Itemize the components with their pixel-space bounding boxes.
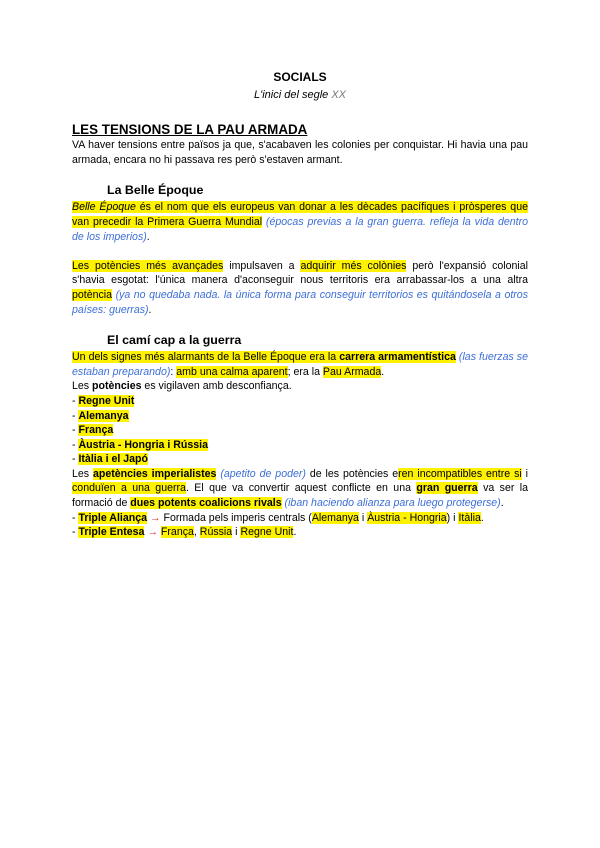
highlight-conduien: conduïen a una guerra: [72, 482, 186, 495]
text-span: ,: [193, 526, 200, 539]
highlight-apetencies: apetències imperialistes: [93, 467, 217, 480]
belle-paragraph-1: [72, 200, 528, 244]
belle-end: .: [146, 230, 150, 243]
powers-list: [72, 394, 528, 467]
document-subtitle: [72, 88, 528, 103]
list-dash: -: [72, 453, 79, 466]
intro-paragraph: VA haver tensions entre països ja que, s'acabaven les colonies per conquistar. Hi havia una pau armada, encara no hi passava res però s'estaven armant.: [72, 139, 528, 166]
list-item: [72, 394, 528, 409]
list-item-text: França: [78, 424, 114, 437]
highlight-coalicions: dues potents coalicions rivals: [130, 497, 282, 510]
list-item: [72, 438, 528, 453]
text-span: impulsaven a: [223, 259, 301, 272]
list-item: [72, 423, 528, 438]
belle-definition: és el nom que els europeus van donar a les dècades pacífiques i pròsperes que van precedir la Primera Guerra Mundial: [72, 201, 528, 228]
text-span: .: [148, 303, 152, 316]
list-dash: -: [72, 511, 79, 524]
highlight-country: Rússia: [199, 526, 233, 539]
list-item-text: Regne Unit: [78, 394, 135, 407]
highlight-potencia: potència: [72, 288, 113, 301]
list-dash: -: [72, 424, 79, 437]
section-heading-belle-epoque: La Belle Époque: [107, 183, 204, 198]
belle-note-2: (ya no quedaba nada. la única forma para conseguir territorios es quitándosela a otros países: guerras): [72, 288, 528, 316]
document-page: [72, 70, 528, 540]
potencies-line: [72, 379, 528, 394]
alliance-name: Triple Entesa: [78, 526, 145, 539]
text-span: .: [293, 526, 297, 539]
text-span: va ser la formació de: [72, 482, 528, 510]
list-item-text: Itàlia i el Japó: [78, 453, 148, 466]
highlight-country: Regne Unit: [240, 526, 294, 539]
section-heading-pau-armada: LES TENSIONS DE LA PAU ARMADA: [72, 122, 308, 138]
subtitle-century: XX: [331, 88, 346, 101]
text-span: Les: [72, 380, 93, 393]
highlight-carrera: carrera armamentística: [339, 351, 456, 364]
belle-term: Belle Époque: [72, 201, 136, 214]
text-span: de les potències e: [305, 467, 399, 480]
highlight-country: Itàlia: [458, 511, 481, 524]
alliance-triple-entesa: [72, 525, 528, 540]
list-dash: -: [72, 409, 79, 422]
alliance-triple-alianca: [72, 511, 528, 526]
list-item: [72, 409, 528, 424]
text-span: ; era la: [287, 365, 323, 378]
highlight-country: Alemanya: [311, 511, 359, 524]
belle-paragraph-2: [72, 259, 528, 317]
cami-note: (las fuerzas se estaban preparando): [72, 351, 528, 378]
highlight-country: França: [160, 526, 194, 539]
highlight-potencies: Les potències més avançades: [72, 259, 224, 272]
bold-potencies: potències: [92, 380, 142, 393]
subtitle-text: L'inici del segle: [254, 88, 332, 101]
text-span: i: [521, 467, 528, 480]
note-apetito: (apetito de poder): [216, 467, 306, 480]
cami-paragraph-3: [72, 467, 528, 511]
document-title: SOCIALS: [273, 70, 327, 84]
text-span: i: [358, 511, 368, 524]
list-dash: -: [72, 526, 79, 539]
list-dash: -: [72, 394, 79, 407]
text-span: però l'expansió colonial s'havia esgotat: l'única manera d'aconseguir nous territoris era arrabassar-los a una altra: [72, 259, 528, 287]
section-heading-cami-guerra: El camí cap a la guerra: [107, 333, 242, 348]
highlight-gran-guerra: gran guerra: [416, 482, 478, 495]
text-span: ) i: [446, 511, 459, 524]
highlight-pau-armada: Pau Armada: [322, 365, 382, 378]
highlight-signes: Un dels signes més alarmants de la Belle Époque era la: [72, 351, 340, 364]
highlight-calma: amb una calma aparent: [176, 365, 288, 378]
highlight-incompatibles: ren incompatibles entre si: [398, 467, 522, 480]
note-alianza: (iban haciendo alianza para luego protegerse): [281, 497, 501, 510]
list-dash: -: [72, 438, 79, 451]
list-item-text: Alemanya: [78, 409, 129, 422]
highlight-colonies: adquirir més colònies: [300, 259, 407, 272]
right-arrow-icon: →: [144, 526, 161, 539]
text-span: i: [232, 526, 241, 539]
belle-note: (épocas previas a la gran guerra. refleja la vida dentro de los imperios): [72, 215, 528, 243]
text-span: . El que va convertir aquest conflicte en una: [185, 482, 417, 495]
highlight-country: Àustria - Hongria: [367, 511, 447, 524]
text-span: es vigilaven amb desconfiança.: [141, 380, 292, 393]
text-span: Les: [72, 467, 93, 480]
alliance-name: Triple Aliança: [78, 511, 147, 524]
list-item: [72, 452, 528, 467]
list-item-text: Àustria - Hongria i Rússia: [78, 438, 208, 451]
text-span: .: [500, 497, 504, 510]
text-span: :: [170, 365, 177, 378]
text-span: .: [381, 365, 385, 378]
cami-paragraph-1: [72, 350, 528, 379]
text-span: .: [480, 511, 484, 524]
text-span: Formada pels imperis centrals (: [163, 511, 312, 524]
right-arrow-icon: →: [146, 511, 164, 524]
